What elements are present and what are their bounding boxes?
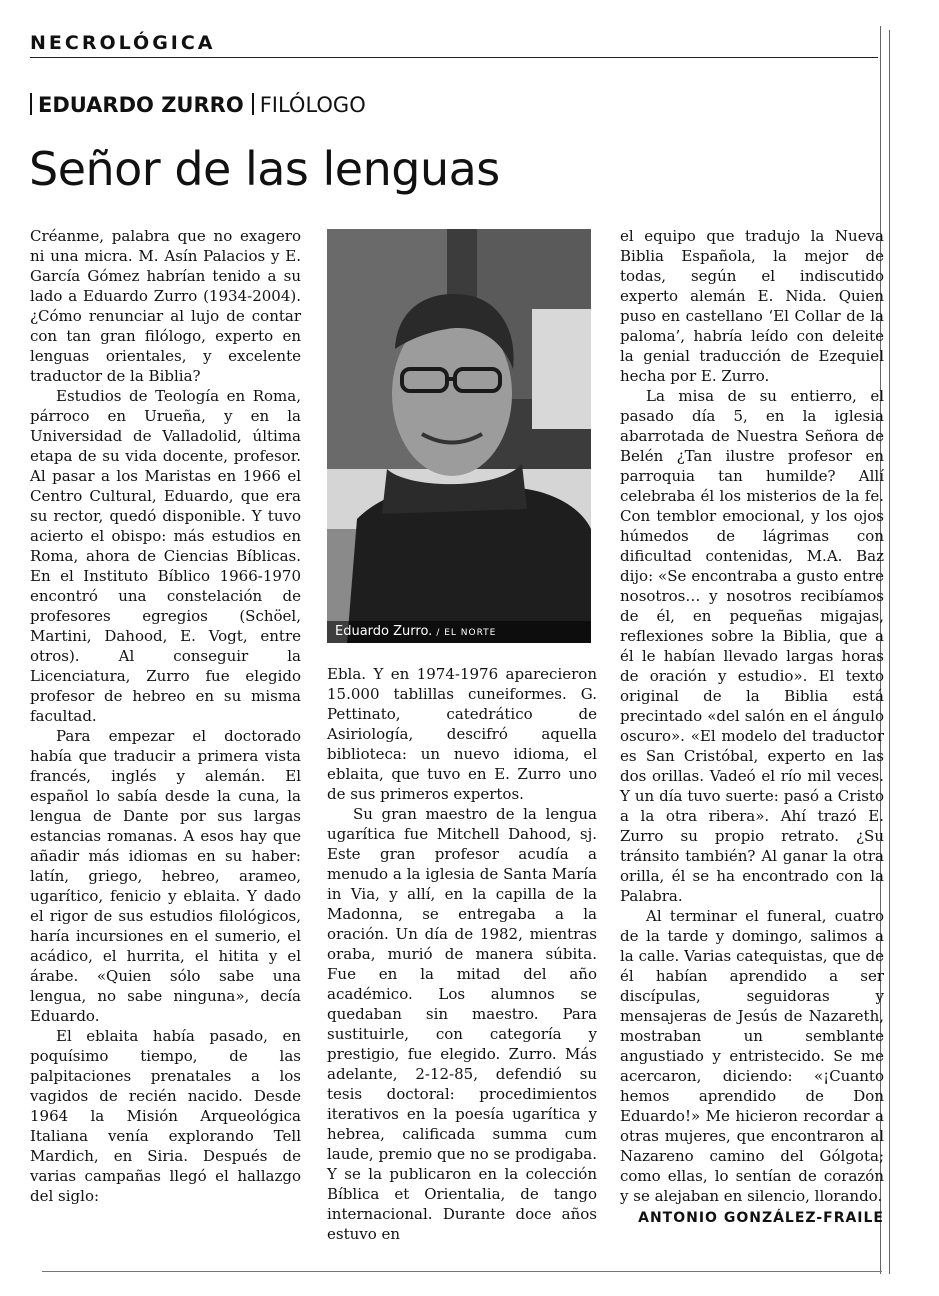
- paragraph: Ebla. Y en 1974-1976 aparecieron 15.000 tablillas cuneiformes. G. Pettinato, catedrático de Asiriología, descifró aquella biblioteca: un nuevo idioma, el eblaita, que tuvo en E. Zurro uno de sus primeros expertos.: [327, 665, 597, 803]
- paragraph: Al terminar el funeral, cuatro de la tarde y domingo, salimos a la calle. Varias catequistas, que de él habían aprendido a ser discípulas, seguidoras y mensajeras de Jesús de Nazareth, mostraban un semblante angustiado y entristecido. Se me acercaron, diciendo: «¡Cuanto hemos aprendido de Don Eduardo!» Me hicieron recordar a otras mujeres, que encontraron al Nazareno camino del Gólgota; como ellas, lo sentían de corazón y se alejaban en silencio, llorando.: [620, 907, 884, 1205]
- bottom-rule: [42, 1271, 882, 1272]
- article-column-2: [327, 664, 597, 1244]
- photo-caption: [327, 621, 591, 643]
- paragraph: La misa de su entierro, el pasado día 5, en la iglesia abarrotada de Nuestra Señora de Belén ¿Tan ilustre profesor en parroquia tan humilde? Allí celebraba él los misterios de la fe. Con temblor emocional, y los ojos húmedos de lágrimas con dificultad contenidas, M.A. Baz dijo: «Se encontraba a gusto entre nosotros… y nosotros recibíamos de él, en pequeñas migajas, reflexiones sobre la Biblia, que a él le habían llevado largas horas de oración y estudio». El texto original de la Biblia está precintado «del salón en el ángulo oscuro». «El modelo del traductor es San Cristóbal, experto en las dos orillas. Vadeó el río mil veces. Y un día tuvo suerte: pasó a Cristo a la otra ribera». Ahí trazó E. Zurro su propio retrato. ¿Su tránsito también? Al ganar la otra orilla, él se ha encontrado con la Palabra.: [620, 387, 884, 905]
- paragraph: El eblaita había pasado, en poquísimo tiempo, de las palpitaciones prenatales a los vagidos de recién nacido. Desde 1964 la Misión Arqueológica Italiana venía explorando Tell Mardich, en Siria. Después de varias campañas llegó el hallazgo del siglo:: [30, 1027, 301, 1205]
- kicker-separator: [252, 93, 254, 115]
- paragraph: Su gran maestro de la lengua ugarítica fue Mitchell Dahood, sj. Este gran profesor acudía a menudo a la iglesia de Santa María in Via, y allí, en la capilla de la Madonna, se entregaba a la oración. Un día de 1982, mientras oraba, murió de manera súbita. Fue en la mitad del año académico. Los alumnos se quedaban sin maestro. Para sustituirle, con categoría y prestigio, fue elegido. Zurro. Más adelante, 2-12-85, defendió su tesis doctoral: procedimientos iterativos en la poesía ugarítica y hebrea, calificada summa cum laude, premio que no se prodigaba. Y se la publicaron en la colección Bíblica et Orientalia, de tango internacional. Durante doce años estuvo en: [327, 805, 597, 1243]
- article-column-1: [30, 226, 301, 1206]
- portrait-photo: [327, 229, 591, 643]
- kicker-bar: [30, 93, 32, 115]
- article-kicker: [30, 93, 366, 117]
- kicker-role: FILÓLOGO: [259, 93, 366, 117]
- paragraph: Estudios de Teología en Roma, párroco en Urueña, y en la Universidad de Valladolid, última etapa de su vida docente, profesor. Al pasar a los Maristas en 1966 el Centro Cultural, Eduardo, que era su rector, quedó disponible. Y tuvo acierto el obispo: más estudios en Roma, ahora de Ciencias Bíblicas. En el Instituto Bíblico 1966-1970 encontró una constelación de profesores egregios (Schöel, Martini, Dahood, E. Vogt, entre otros). Al conseguir la Licenciatura, Zurro fue elegido profesor de hebreo en su misma facultad.: [30, 387, 301, 725]
- kicker-name: EDUARDO ZURRO: [38, 93, 244, 117]
- portrait-image: [327, 229, 591, 643]
- page-frame-line-outer: [889, 30, 890, 1274]
- author-byline: ANTONIO GONZÁLEZ-FRAILE: [638, 1210, 884, 1226]
- paragraph: Créanme, palabra que no exagero ni una micra. M. Asín Palacios y E. García Gómez habrían tenido a su lado a Eduardo Zurro (1934-2004). ¿Cómo renunciar al lujo de contar con tan gran filólogo, experto en lenguas orientales, y excelente traductor de la Biblia?: [30, 227, 301, 385]
- caption-text: Eduardo Zurro.: [335, 624, 433, 639]
- paragraph: Para empezar el doctorado había que traducir a primera vista francés, inglés y alemán. El español lo sabía desde la cuna, la lengua de Dante por sus largas estancias romanas. A esos hay que añadir más idiomas en su haber: latín, griego, hebreo, arameo, ugarítico, fenicio y eblaita. Y dado el rigor de sus estudios filológicos, haría incursiones en el sumerio, el acádico, el hurrita, el hitita y el árabe. «Quien sólo sabe una lengua, no sabe ninguna», decía Eduardo.: [30, 727, 301, 1025]
- section-rule: [30, 57, 878, 58]
- photo-credit: / EL NORTE: [436, 628, 497, 638]
- paragraph: el equipo que tradujo la Nueva Biblia Española, la mejor de todas, según el indiscutido experto alemán E. Nida. Quien puso en castellano ‘El Collar de la paloma’, habría leído con deleite la genial traducción de Ezequiel hecha por E. Zurro.: [620, 227, 884, 385]
- article-column-3: [620, 226, 884, 1228]
- article-headline: Señor de las lenguas: [29, 142, 500, 196]
- section-label: NECROLÓGICA: [30, 32, 216, 54]
